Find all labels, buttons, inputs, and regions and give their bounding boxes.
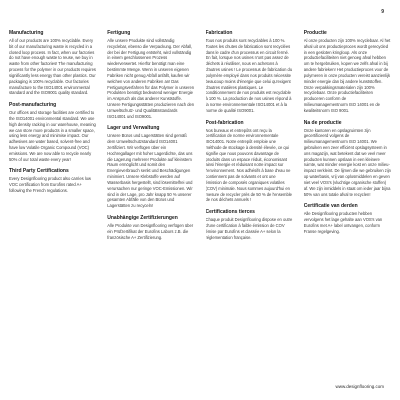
section-certificatie-van-derden — [304, 203, 391, 234]
section-fabrication — [206, 30, 293, 114]
section-heading: Na de productie — [303, 119, 342, 126]
section-heading: Productie — [303, 30, 327, 36]
section-body: All of our products are 100% recyclable. Every bit of our manufacturing waste is recycled in a closed loop process. In fact, when our factories do not have enough waste to reuse, we buy in waste from other factories! The manufacturing process for the polymer in our products requires significantly less energy than other plastics. Our packaging is 100% recyclable. Our factories manufacture to the ISO14001 environmental standard and the ISO9001 quality standard. — [9, 38, 96, 96]
section-manufacturing — [9, 30, 96, 96]
section-zertifizierungen — [107, 215, 194, 240]
section-heading: Unabhängige Zertifizierungen — [107, 214, 178, 221]
section-productie — [304, 30, 391, 114]
section-body: Unsere Büros und Lagerstätten sind gemäß dem Umweltschutzstandard ISO14001 zertifiziert. Wir verfügen über ein Hochregallager mit hoher Lagerdichte, das uns die Lagerung mehrerer Produkte auf kleinstem Raum ermöglicht und somit den Energieverbrauch senkt und Beschädigungen minimiert. Unsere Klebstoffe werden auf Wasserbasis hergestellt, sind lösemittelfrei und verursachen nur geringe VOC-Emissionen. Wir sind in der Lage, pro Jahr knapp 50 % unserer gesamten Abfälle von den Büros und Lagerstätten zu recyceln! — [107, 133, 193, 209]
section-third-party-certifications — [9, 168, 96, 193]
section-body: Alle Designflooring producten hebben vervolgens het lage gehalte aan VOS's van Eurofins met A+ label ontvangen, conform Franse regelgeving. — [303, 211, 383, 234]
section-body: Every Designflooring product also carries low VOC certification from Eurofins rated A+ following the French regulations. — [9, 176, 91, 194]
section-post-manufacturing — [9, 102, 96, 162]
section-body: Our offices and storage facilities are certified to the ISO14001 environmental standard. We use high density racking in our warehouse, meaning we can store more products in a smaller space, using less energy and minimise impact. Our adhesives are water based, solvent-free and have low Volatile Organic Compound (VOC) emissions. We are now able to recycle nearly 50% of our total waste every year! — [9, 110, 96, 162]
section-body: Al onze producten zijn 100% recyclebaar. Al het afval uit ons productieproces wordt gerecycled in een gesloten kringloop. Als onze productiefaciliteiten niet genoeg afval hebben om te hergebruiken, kopen we zelfs afval in bij andere fabrieken! Het productieproces voor de polymeren in onze producten vereist aanzienlijk minder energie dan bij andere kunststoffen. Onze verpakkingsmaterialen zijn 100% recyclebaar. Onze productiefaciliteiten produceren conform de milieumanagementnorm ISO 14001 en de kwaliteitsnorm ISO 9001. — [303, 38, 391, 113]
section-heading: Certificatie van derden — [303, 203, 358, 210]
section-post-fabrication — [206, 120, 293, 204]
column-english — [9, 30, 96, 380]
section-heading: Post-manufacturing — [9, 102, 57, 109]
section-body: Onze kantoren en opslagruimten zijn gecertificeerd volgens de milieumanagementnorm ISO 14001. We gebruiken een zeer efficiënt opslagsysteem in ons magazijn, wat betekent dat we veel meer producten kunnen opslaan in een kleinere ruimte, wat minder energie kost en onze milieu-impact verkleint. De lijmen die we gebruiken zijn op waterbasis, vrij van oplosmiddelen en geven niet veel VOS's (vluchtige organische stoffen) af. We zijn inmiddels in staat om ieder jaar bijna 50% van ons totale afval te recyclen! — [303, 127, 391, 197]
section-na-de-productie — [304, 120, 391, 198]
section-body: Nos bureaux et entrepôts ont reçu la certification de norme environnementale ISO14001. Notre entrepôt emploie une méthode de stockage à densité élevée, ce qui signifie que nous pouvons davantage de produits dans un espace réduit, économisant ainsi l'énergie et réduisant notre impact sur l'environnement. Nos adhésifs à base d'eau ne contiennent pas de solvants et ont une émission de composés organiques volatiles (COV) minimale. Nous sommes aujourd'hui en mesure de recycler près de 50 % de l'ensemble de nos déchets annuels ! — [205, 127, 292, 203]
column-dutch — [304, 30, 391, 380]
content-columns — [9, 30, 391, 380]
section-body: Alle unsere Produkte sind vollständig recyclebar, ebenso die Verpackung. Der Abfall, der bei der Fertigung entsteht, wird vollständig in einem geschlossenen Prozess wiederverwertet. Hierfür benötigt man eine bestimmte Menge. Wenn in unseren eigenen Fabriken nicht genug Abfall anfällt, kaufen wir welchen von anderen Fabriken an! Das Fertigungsverfahren für das Polymer in unseren Produkten benötigt bedeutend weniger Energie im Anspruch als das anderer Kunststoffe. Unsere Fertigungsstätten produzieren nach den Umweltschutz- und Qualitätsstandards ISO14001 und ISO9001. — [107, 38, 195, 119]
section-lager-und-verwaltung — [107, 125, 194, 209]
column-french — [206, 30, 293, 380]
section-heading: Certifications tierces — [205, 209, 255, 216]
section-heading: Fertigung — [107, 30, 131, 36]
section-heading: Lager und Verwaltung — [107, 125, 160, 132]
section-fertigung — [107, 30, 194, 119]
section-heading: Post-fabrication — [205, 119, 244, 126]
section-body: Alle Produkte von Designflooring verfügen über ein Prüfzertifikat der Eurofins Labors z.B. die französische A+ Zertifizierung. — [107, 222, 194, 240]
section-certifications-tierces — [206, 209, 293, 240]
section-heading: Fabrication — [205, 30, 233, 36]
section-body: Tous nos produits sont recyclables à 100 %. Toutes les chutes de fabrication sont recyclées dans le cadre d'un processus en circuit fermé. En fait, lorsque nos usines n'ont pas assez de déchets à réutiliser, nous en achetons à d'autres usines ! Le processus de fabrication du polymère employé dans nos produits nécessite beaucoup moins d'énergie que celui qu'exigent d'autres matières plastiques. Le conditionnement de nos produits est recyclable à 100 %. La production de nos usines répond à la norme environnementale ISO14001 et à la norme de qualité ISO9001. — [205, 38, 293, 113]
footer-website-link[interactable]: www.designflooring.com — [335, 384, 384, 389]
column-german — [107, 30, 194, 380]
section-heading: Manufacturing — [9, 30, 44, 36]
section-heading: Third Party Certifications — [9, 168, 69, 175]
page-number: 9 — [381, 9, 384, 15]
section-body: Chaque produit Designflooring dispose en outre d'une certification à faible émission de COV émise par Eurofins et classée A+ selon la réglementation française. — [205, 217, 293, 240]
